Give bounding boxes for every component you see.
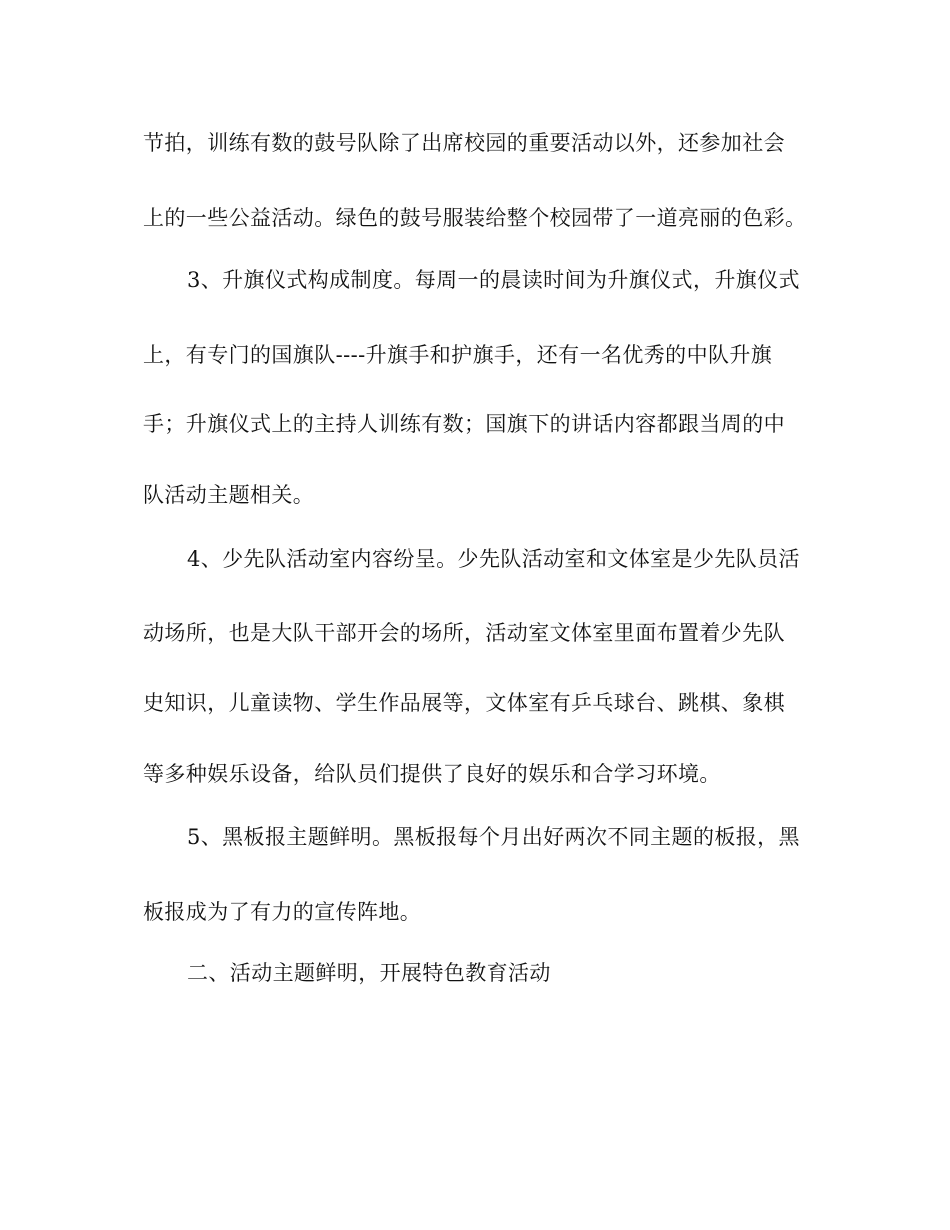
text-line: 手；升旗仪式上的主持人训练有数；国旗下的讲话内容都跟当周的中 — [143, 412, 785, 436]
text-line: 节拍，训练有数的鼓号队除了出席校园的重要活动以外，还参加社会 — [143, 131, 785, 155]
paragraph-5-start: 5、黑板报主题鲜明。黑板报每个月出好两次不同主题的板报，黑 — [187, 825, 800, 849]
text-line: 史知识，儿童读物、学生作品展等，文体室有乒乓球台、跳棋、象棋 — [143, 691, 785, 715]
text-line: 上的一些公益活动。绿色的鼓号服装给整个校园带了一道亮丽的色彩。 — [143, 206, 807, 230]
section-heading: 二、活动主题鲜明，开展特色教育活动 — [187, 961, 551, 985]
text-line: 上，有专门的国旗队----升旗手和护旗手，还有一名优秀的中队升旗 — [143, 343, 773, 367]
text-line: 队活动主题相关。 — [143, 483, 315, 507]
paragraph-4-start: 4、少先队活动室内容纷呈。少先队活动室和文体室是少先队员活 — [187, 547, 800, 571]
text-line: 板报成为了有力的宣传阵地。 — [143, 900, 422, 924]
paragraph-3-start: 3、升旗仪式构成制度。每周一的晨读时间为升旗仪式，升旗仪式 — [187, 268, 800, 292]
text-line: 动场所，也是大队干部开会的场所，活动室文体室里面布置着少先队 — [143, 621, 785, 645]
text-line: 等多种娱乐设备，给队员们提供了良好的娱乐和合学习环境。 — [143, 762, 721, 786]
